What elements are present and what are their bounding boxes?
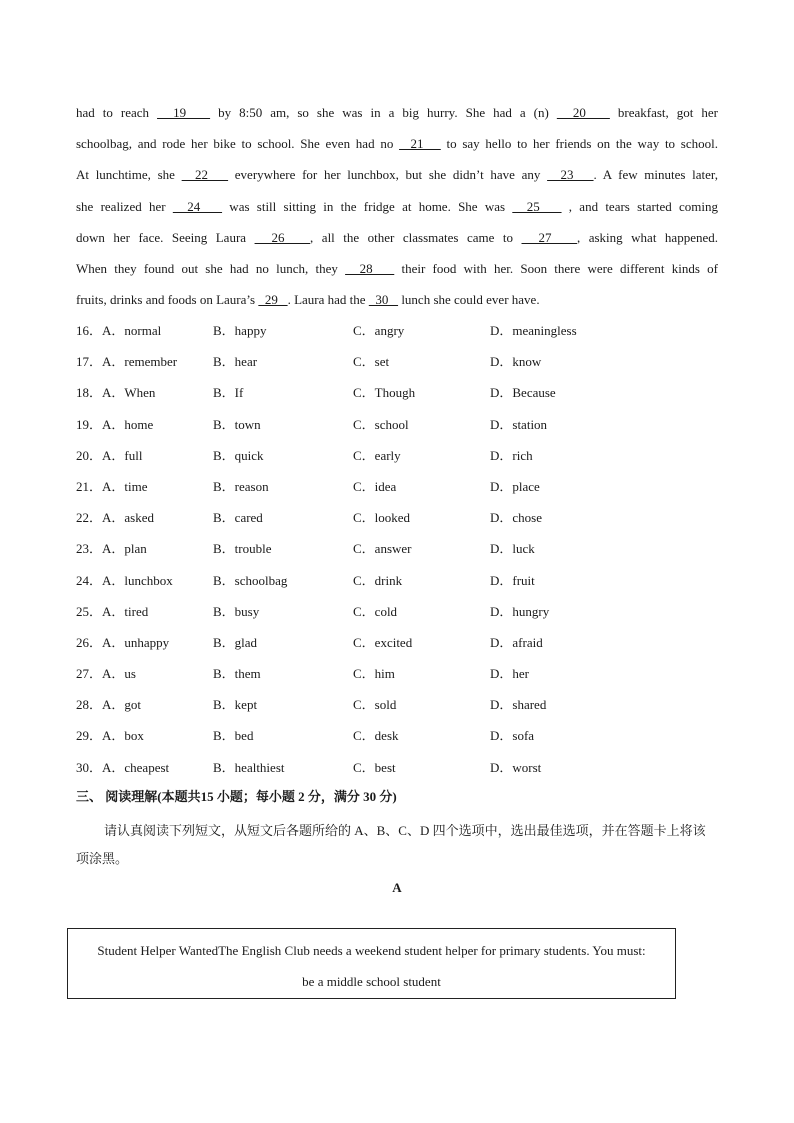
- option-b: B．busy: [213, 603, 260, 619]
- option-d: D．afraid: [490, 634, 543, 650]
- notice-line: be a middle school student: [302, 974, 441, 989]
- question-row: [76, 380, 696, 411]
- passage-text: , and tears started coming: [561, 198, 718, 214]
- option-c: C．idea: [353, 478, 397, 494]
- option-d: D．meaningless: [490, 323, 577, 338]
- passage-text: had to reach: [76, 105, 158, 120]
- question-row: [76, 318, 696, 349]
- passage-text: , asking what happened.: [576, 229, 718, 245]
- option-a: 18．A．When: [76, 385, 156, 401]
- question-row: [76, 661, 696, 692]
- passage-line: [76, 194, 718, 225]
- option-d: D．fruit: [490, 572, 535, 588]
- cloze-blank: 19: [157, 105, 211, 120]
- passage-line: [76, 131, 718, 162]
- question-row: [76, 505, 696, 536]
- cloze-blank: 22: [181, 167, 229, 183]
- cloze-blank: 28: [345, 260, 395, 276]
- question-row: [76, 412, 696, 443]
- cloze-blank: 20: [556, 105, 610, 120]
- passage-text: . Laura had the: [287, 292, 369, 308]
- question-row: [76, 723, 696, 754]
- option-a: 28．A．got: [76, 697, 142, 713]
- question-row: [76, 568, 696, 599]
- question-row: [76, 755, 696, 786]
- cloze-passage: [76, 100, 718, 318]
- passage-line: [76, 162, 718, 193]
- answer-options: [76, 318, 696, 786]
- passage-text: lunch she could ever have.: [398, 292, 540, 308]
- cloze-blank: 30: [368, 292, 399, 308]
- option-b: B．reason: [213, 478, 269, 494]
- passage-text: When they found out she had no lunch, they: [76, 260, 346, 276]
- option-c: C．angry: [353, 323, 405, 338]
- question-row: [76, 443, 696, 474]
- passage-text: . A few minutes later,: [593, 167, 718, 183]
- section-instruction: 请认真阅读下列短文，从短文后各题所给的 A、B、C、D 四个选项中，选出最佳选项，并在答题卡上将该项涂黑。: [76, 823, 706, 866]
- passage-text: , all the other classmates came to: [310, 229, 522, 245]
- passage-text: everywhere for her lunchbox, but she didn’t have any: [228, 167, 548, 183]
- option-d: D．know: [490, 354, 542, 370]
- option-c: C．Though: [353, 385, 416, 401]
- option-c: C．excited: [353, 634, 413, 650]
- option-d: D．her: [490, 666, 529, 682]
- passage-label: A: [392, 880, 402, 895]
- option-a: 30．A．cheapest: [76, 759, 170, 775]
- cloze-blank: 21: [399, 136, 441, 152]
- option-d: D．rich: [490, 447, 533, 463]
- cloze-blank: 23: [547, 167, 594, 183]
- cloze-blank: 26: [254, 229, 311, 245]
- cloze-blank: 24: [172, 198, 223, 214]
- cloze-blank: 27: [521, 229, 577, 245]
- question-row: [76, 349, 696, 380]
- option-b: B．them: [213, 666, 261, 682]
- option-a: 20．A．full: [76, 447, 143, 463]
- question-row: [76, 536, 696, 567]
- question-row: [76, 599, 696, 630]
- option-b: B．trouble: [213, 541, 272, 557]
- option-d: D．place: [490, 478, 540, 494]
- question-row: [76, 474, 696, 505]
- option-b: B．healthiest: [213, 759, 285, 775]
- option-d: D．worst: [490, 759, 542, 775]
- option-c: C．cold: [353, 603, 398, 619]
- passage-text: fruits, drinks and foods on Laura’s: [76, 292, 259, 308]
- option-b: B．kept: [213, 697, 258, 713]
- option-c: C．early: [353, 447, 401, 463]
- option-d: D．station: [490, 416, 548, 432]
- option-b: B．hear: [213, 354, 258, 370]
- option-b: B．schoolbag: [213, 572, 288, 588]
- section-title: 三、 阅读理解(本题共15 小题；每小题 2 分，满分 30 分): [76, 789, 397, 804]
- option-d: D．chose: [490, 510, 542, 526]
- question-row: [76, 692, 696, 723]
- notice-box: [67, 928, 676, 999]
- option-d: D．hungry: [490, 603, 550, 619]
- cloze-blank: 29: [258, 292, 288, 308]
- passage-text: At lunchtime, she: [76, 167, 182, 183]
- option-b: B．cared: [213, 510, 263, 526]
- option-c: C．answer: [353, 541, 412, 557]
- passage-line: [76, 225, 718, 256]
- option-c: C．set: [353, 354, 390, 370]
- option-d: D．shared: [490, 697, 547, 713]
- option-a: 26．A．unhappy: [76, 634, 170, 650]
- option-c: C．best: [353, 759, 396, 775]
- option-c: C．drink: [353, 572, 403, 588]
- passage-line: [76, 100, 718, 131]
- option-a: 24．A．lunchbox: [76, 572, 173, 588]
- option-b: B．bed: [213, 728, 254, 744]
- passage-text: breakfast, got her: [609, 105, 718, 120]
- option-a: 21．A．time: [76, 478, 148, 494]
- passage-text: she realized her: [76, 198, 173, 214]
- passage-line: [76, 256, 718, 287]
- question-row: [76, 630, 696, 661]
- passage-line: [76, 287, 718, 318]
- option-c: C．desk: [353, 728, 399, 744]
- option-d: D．sofa: [490, 728, 535, 744]
- passage-text: their food with her. Soon there were different kinds of: [394, 260, 718, 276]
- option-b: B．If: [213, 385, 244, 401]
- option-a: 29．A．box: [76, 728, 144, 744]
- option-a: 16．A．normal: [76, 323, 162, 338]
- option-a: 27．A．us: [76, 666, 136, 682]
- option-d: D．luck: [490, 541, 535, 557]
- notice-line: Student Helper WantedThe English Club needs a weekend student helper for primary students. You must:: [97, 943, 646, 958]
- option-b: B．town: [213, 416, 261, 432]
- option-b: B．happy: [213, 323, 267, 338]
- option-c: C．school: [353, 416, 409, 432]
- option-c: C．sold: [353, 697, 397, 713]
- passage-text: schoolbag, and rode her bike to school. She even had no: [76, 136, 400, 152]
- passage-text: was still sitting in the fridge at home. She was: [222, 198, 513, 214]
- option-b: B．glad: [213, 634, 258, 650]
- option-d: D．Because: [490, 385, 556, 401]
- cloze-blank: 25: [512, 198, 562, 214]
- option-a: 22．A．asked: [76, 510, 154, 526]
- option-a: 17．A．remember: [76, 354, 178, 370]
- passage-text: to say hello to her friends on the way to school.: [440, 136, 718, 152]
- passage-text: by 8:50 am, so she was in a big hurry. She had a (n): [210, 105, 557, 120]
- option-b: B．quick: [213, 447, 264, 463]
- option-a: 23．A．plan: [76, 541, 147, 557]
- option-a: 25．A．tired: [76, 603, 149, 619]
- option-c: C．looked: [353, 510, 411, 526]
- passage-text: down her face. Seeing Laura: [76, 229, 255, 245]
- option-a: 19．A．home: [76, 416, 154, 432]
- option-c: C．him: [353, 666, 395, 682]
